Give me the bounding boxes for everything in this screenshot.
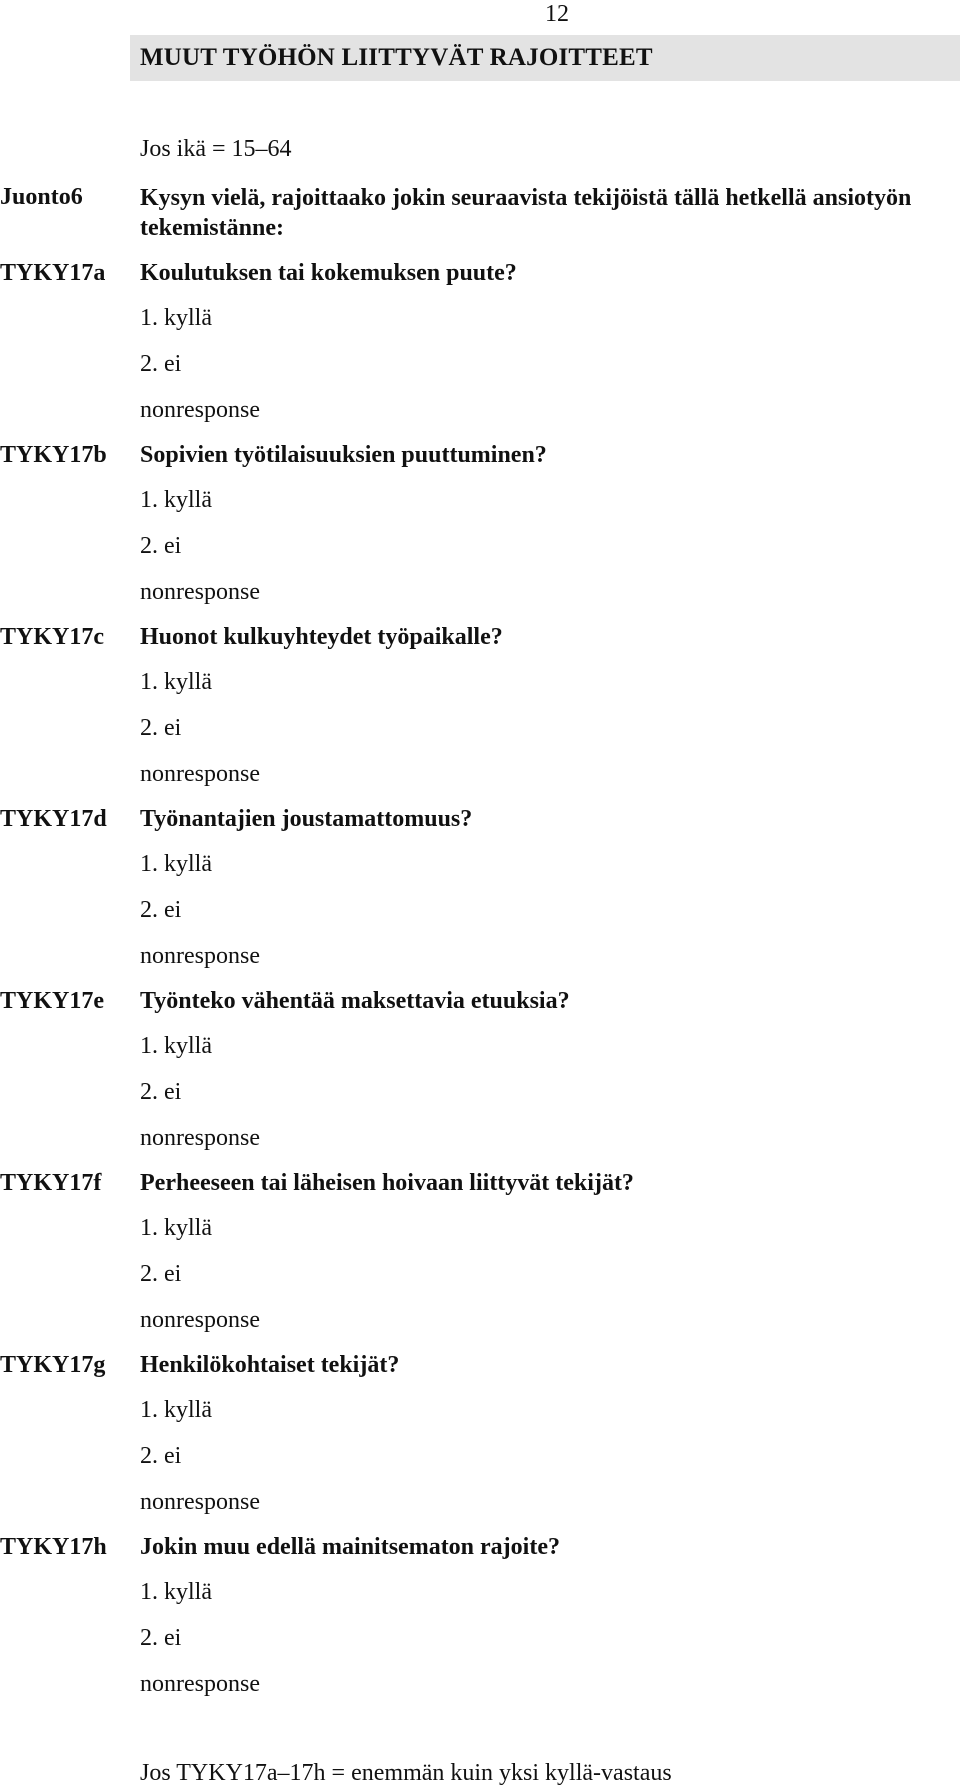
answer-option-no: 2. ei bbox=[140, 715, 182, 741]
question-code: TYKY17e bbox=[0, 988, 104, 1014]
question-code: TYKY17b bbox=[0, 442, 107, 468]
question-code: TYKY17f bbox=[0, 1170, 102, 1196]
question-text: Sopivien työtilaisuuksien puuttuminen? bbox=[140, 442, 547, 468]
question-text: Työnteko vähentää maksettavia etuuksia? bbox=[140, 988, 570, 1014]
question-item bbox=[0, 987, 960, 1169]
filter-condition-bottom: Jos TYKY17a–17h = enemmän kuin yksi kyllä-vastaus bbox=[140, 1760, 672, 1786]
intro-code: Juonto6 bbox=[0, 184, 83, 210]
answer-option-nonresponse: nonresponse bbox=[140, 943, 260, 969]
answer-option-nonresponse: nonresponse bbox=[140, 1489, 260, 1515]
answer-option-nonresponse: nonresponse bbox=[140, 1671, 260, 1697]
answer-option-no: 2. ei bbox=[140, 533, 182, 559]
answer-option-yes: 1. kyllä bbox=[140, 305, 212, 331]
answer-option-yes: 1. kyllä bbox=[140, 1579, 212, 1605]
answer-option-no: 2. ei bbox=[140, 1443, 182, 1469]
question-item bbox=[0, 441, 960, 623]
question-text: Työnantajien joustamattomuus? bbox=[140, 806, 473, 832]
section-title: MUUT TYÖHÖN LIITTYVÄT RAJOITTEET bbox=[140, 44, 653, 71]
question-code: TYKY17h bbox=[0, 1534, 107, 1560]
question-list bbox=[0, 259, 960, 1715]
question-code: TYKY17d bbox=[0, 806, 107, 832]
question-item bbox=[0, 1169, 960, 1351]
answer-option-yes: 1. kyllä bbox=[140, 487, 212, 513]
question-code: TYKY17g bbox=[0, 1352, 106, 1378]
question-item bbox=[0, 259, 960, 441]
filter-condition-top: Jos ikä = 15–64 bbox=[140, 136, 292, 162]
answer-option-yes: 1. kyllä bbox=[140, 1397, 212, 1423]
answer-option-no: 2. ei bbox=[140, 1625, 182, 1651]
page-number: 12 bbox=[545, 1, 569, 27]
question-code: TYKY17c bbox=[0, 624, 104, 650]
question-item bbox=[0, 1533, 960, 1715]
answer-option-no: 2. ei bbox=[140, 351, 182, 377]
answer-option-yes: 1. kyllä bbox=[140, 1215, 212, 1241]
question-text: Koulutuksen tai kokemuksen puute? bbox=[140, 260, 517, 286]
answer-option-nonresponse: nonresponse bbox=[140, 1125, 260, 1151]
answer-option-yes: 1. kyllä bbox=[140, 1033, 212, 1059]
question-text: Huonot kulkuyhteydet työpaikalle? bbox=[140, 624, 503, 650]
answer-option-yes: 1. kyllä bbox=[140, 851, 212, 877]
question-item bbox=[0, 1351, 960, 1533]
intro-text: Kysyn vielä, rajoittaako jokin seuraavista tekijöistä tällä hetkellä ansiotyön tekemistänne: bbox=[140, 185, 912, 241]
question-text: Henkilökohtaiset tekijät? bbox=[140, 1352, 400, 1378]
question-item bbox=[0, 623, 960, 805]
answer-option-no: 2. ei bbox=[140, 1079, 182, 1105]
answer-option-no: 2. ei bbox=[140, 897, 182, 923]
answer-option-yes: 1. kyllä bbox=[140, 669, 212, 695]
answer-option-nonresponse: nonresponse bbox=[140, 761, 260, 787]
answer-option-nonresponse: nonresponse bbox=[140, 397, 260, 423]
answer-option-nonresponse: nonresponse bbox=[140, 579, 260, 605]
question-text: Jokin muu edellä mainitsematon rajoite? bbox=[140, 1534, 560, 1560]
answer-option-no: 2. ei bbox=[140, 1261, 182, 1287]
answer-option-nonresponse: nonresponse bbox=[140, 1307, 260, 1333]
question-code: TYKY17a bbox=[0, 260, 106, 286]
question-item bbox=[0, 805, 960, 987]
question-text: Perheeseen tai läheisen hoivaan liittyvät tekijät? bbox=[140, 1170, 634, 1196]
